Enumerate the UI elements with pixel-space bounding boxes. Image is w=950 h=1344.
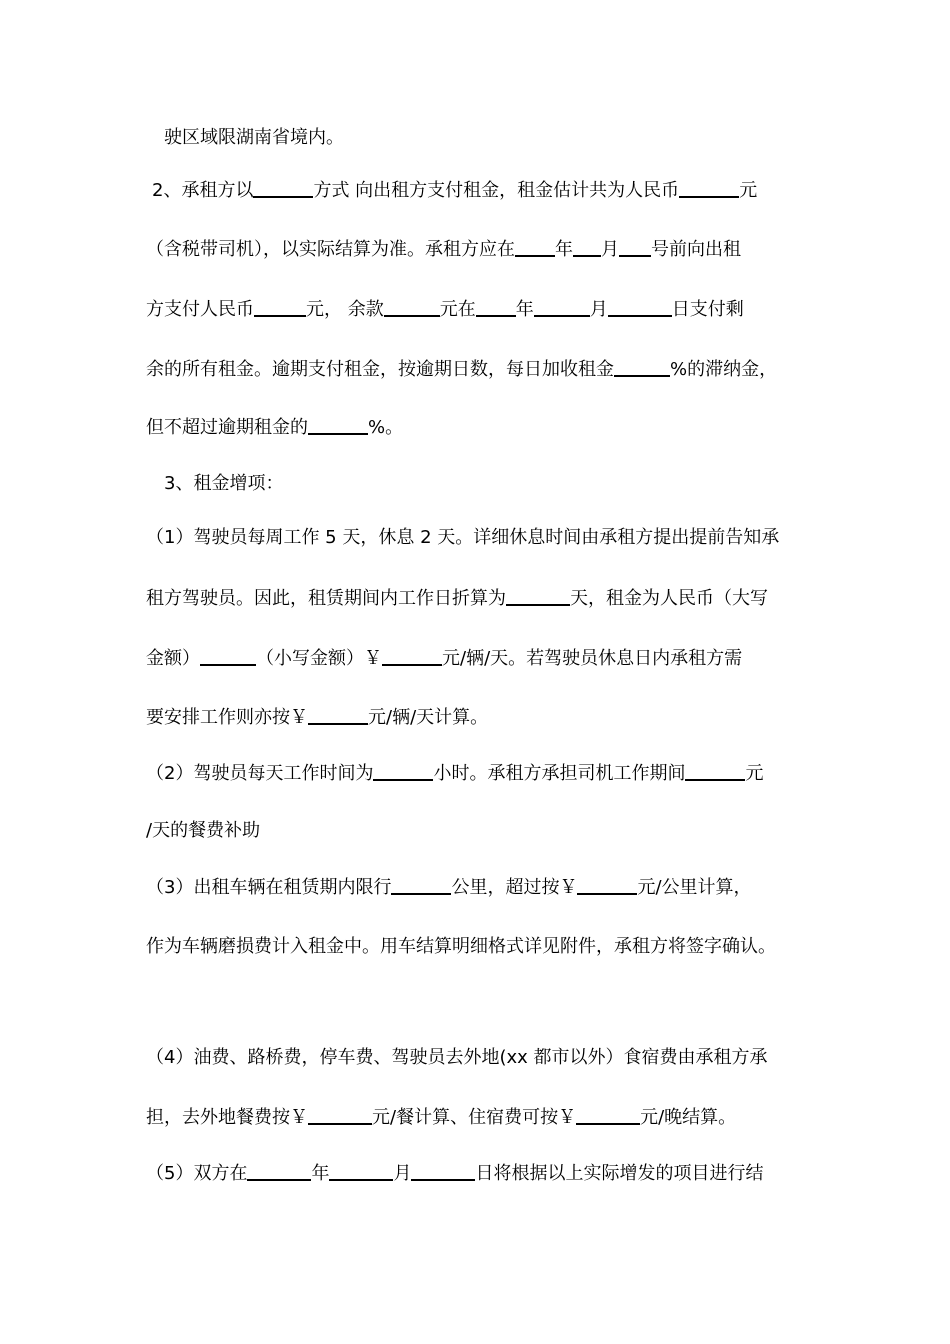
text-line-1 [164,126,344,150]
text-segment: 元在 [439,299,476,320]
text-segment: 3、租金增项： [164,473,284,494]
text-segment: 方式 向出租方支付租金，租金估计共为人民币 [313,180,680,201]
text-segment: 月 [589,299,608,320]
text-segment: 天，租金为人民币（大写 [570,588,768,609]
text-segment: /天的餐费补助 [146,820,261,841]
blank-line [614,357,670,377]
text-segment: 担，去外地餐费按￥ [146,1107,308,1128]
text-segment: 元/餐计算、住宿费可按￥ [372,1107,577,1128]
blank-line [308,705,368,725]
text-segment: 驶区域限湖南省境内。 [164,127,344,148]
text-line-5 [146,357,777,382]
blank-line [685,761,745,781]
section-heading [164,472,283,496]
blank-line [506,586,570,606]
blank-line [577,875,637,895]
text-line-6 [146,415,403,440]
text-segment: 元/辆/天。若驾驶员休息日内承租方需 [442,648,743,669]
text-segment: 作为车辆磨损费计入租金中。用车结算明细格式详见附件，承租方将签字确认。 [146,936,776,957]
text-line-17 [146,1105,736,1130]
blank-line [329,1161,393,1181]
text-line-8 [146,526,779,550]
text-line-18 [146,1161,763,1186]
blank-line [534,297,590,317]
text-segment: 号前向出租 [651,239,741,260]
text-segment: （5）双方在 [146,1163,248,1184]
blank-line [308,415,368,435]
text-line-12 [146,761,763,786]
text-segment: 小时。承租方承担司机工作期间 [433,763,686,784]
text-segment: （4）油费、路桥费，停车费、驾驶员去外地(xx 都市以外）食宿费由承租方承 [146,1047,768,1068]
text-segment: 元 [745,763,764,784]
blank-line [573,237,601,257]
text-segment: 元/公里计算， [637,877,752,898]
text-line-13 [146,819,260,843]
text-segment: 年 [515,299,534,320]
blank-line [308,1105,372,1125]
text-segment: 月 [601,239,619,260]
text-line-3 [146,237,741,262]
text-segment: （小写金额）￥ [256,648,382,669]
text-segment: 元/辆/天计算。 [368,707,489,728]
blank-line [384,297,440,317]
text-segment: 元/晚结算。 [640,1107,737,1128]
text-line-11 [146,705,488,730]
text-segment: 租方驾驶员。因此，租赁期间内工作日折算为 [146,588,506,609]
text-line-14 [146,875,752,900]
text-segment: 但不超过逾期租金的 [146,417,308,438]
text-segment: 日将根据以上实际增发的项目进行结 [475,1163,764,1184]
text-segment: （1）驾驶员每周工作 5 天，休息 2 天。详细休息时间由承租方提出提前告知承 [146,527,780,548]
blank-line [247,1161,311,1181]
blank-line [253,178,313,198]
text-segment: 元， 余款 [306,299,384,320]
blank-line [515,237,555,257]
text-segment: （2）驾驶员每天工作时间为 [146,763,374,784]
text-segment: 公里，超过按￥ [451,877,578,898]
text-segment: 要安排工作则亦按￥ [146,707,308,728]
text-segment: 元 [739,180,758,201]
text-segment: 方支付人民币 [146,299,254,320]
text-line-2 [152,178,757,203]
text-segment: %的滞纳金， [670,359,778,380]
text-line-10 [146,646,742,671]
blank-line [373,761,433,781]
text-line-16 [146,1046,768,1070]
text-segment: 日支付剩 [671,299,744,320]
blank-line [254,297,306,317]
blank-line [382,646,442,666]
blank-line [200,646,256,666]
blank-line [476,297,516,317]
text-segment: 年 [555,239,573,260]
blank-line [608,297,672,317]
text-line-15 [146,935,776,959]
blank-line [576,1105,640,1125]
blank-line [391,875,451,895]
text-segment: 金额） [146,648,200,669]
text-segment: 2、承租方以 [152,180,254,201]
blank-line [411,1161,475,1181]
text-segment: 年 [311,1163,330,1184]
blank-line [679,178,739,198]
text-segment: 月 [393,1163,412,1184]
text-segment: %。 [368,417,404,438]
text-segment: 余的所有租金。逾期支付租金，按逾期日数，每日加收租金 [146,359,614,380]
text-line-4 [146,297,744,322]
text-segment: （3）出租车辆在租赁期内限行 [146,877,392,898]
text-line-9 [146,586,768,611]
blank-line [619,237,651,257]
text-segment: （含税带司机），以实际结算为准。承租方应在 [146,239,515,260]
